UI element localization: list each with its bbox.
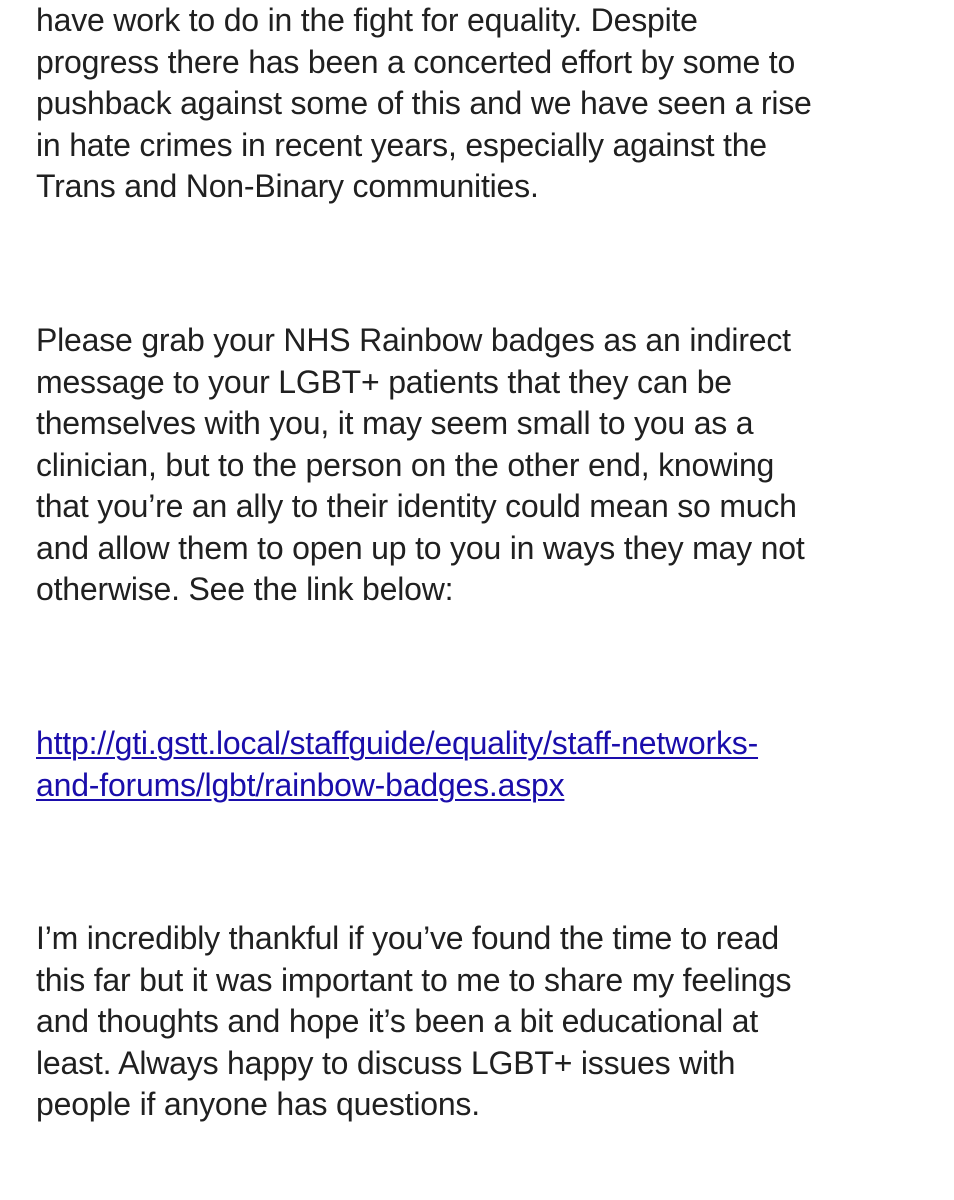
text-line: clinician, but to the person on the other end, knowing	[36, 446, 775, 483]
text-line: themselves with you, it may seem small to you as a	[36, 405, 754, 441]
text-line: this far but it was important to me to share my feelings	[36, 961, 792, 998]
paragraph-thanks	[36, 918, 916, 1126]
text-line: that you’re an ally to their identity could mean so much	[36, 488, 797, 524]
text-line: pushback against some of this and we have seen a rise	[36, 85, 812, 121]
rainbow-badges-link[interactable]	[36, 723, 916, 806]
link-paragraph	[36, 723, 916, 806]
text-line: I’m incredibly thankful if you’ve found the time to read	[36, 920, 779, 956]
text-line: otherwise. See the link below:	[36, 571, 454, 607]
text-line: and allow them to open up to you in ways they may not	[36, 529, 805, 566]
text-line: message to your LGBT+ patients that they can be	[36, 363, 732, 400]
paragraph-rainbow-badges	[36, 320, 916, 611]
text-line: have work to do in the fight for equality. Despite	[36, 2, 698, 38]
link-line[interactable]: http://gti.gstt.local/staffguide/equality/staff-networks-	[36, 725, 759, 761]
text-line: least. Always happy to discuss LGBT+ issues with	[36, 1044, 736, 1081]
text-line: Trans and Non-Binary communities.	[36, 168, 539, 204]
text-line: in hate crimes in recent years, especially against the	[36, 126, 767, 163]
link-line[interactable]: and-forums/lgbt/rainbow-badges.aspx	[36, 766, 565, 803]
paragraph-equality	[36, 0, 916, 208]
text-line: and thoughts and hope it’s been a bit educational at	[36, 1003, 759, 1039]
text-line: Please grab your NHS Rainbow badges as an indirect	[36, 322, 791, 358]
text-line: progress there has been a concerted effort by some to	[36, 43, 796, 80]
text-line: people if anyone has questions.	[36, 1086, 480, 1122]
